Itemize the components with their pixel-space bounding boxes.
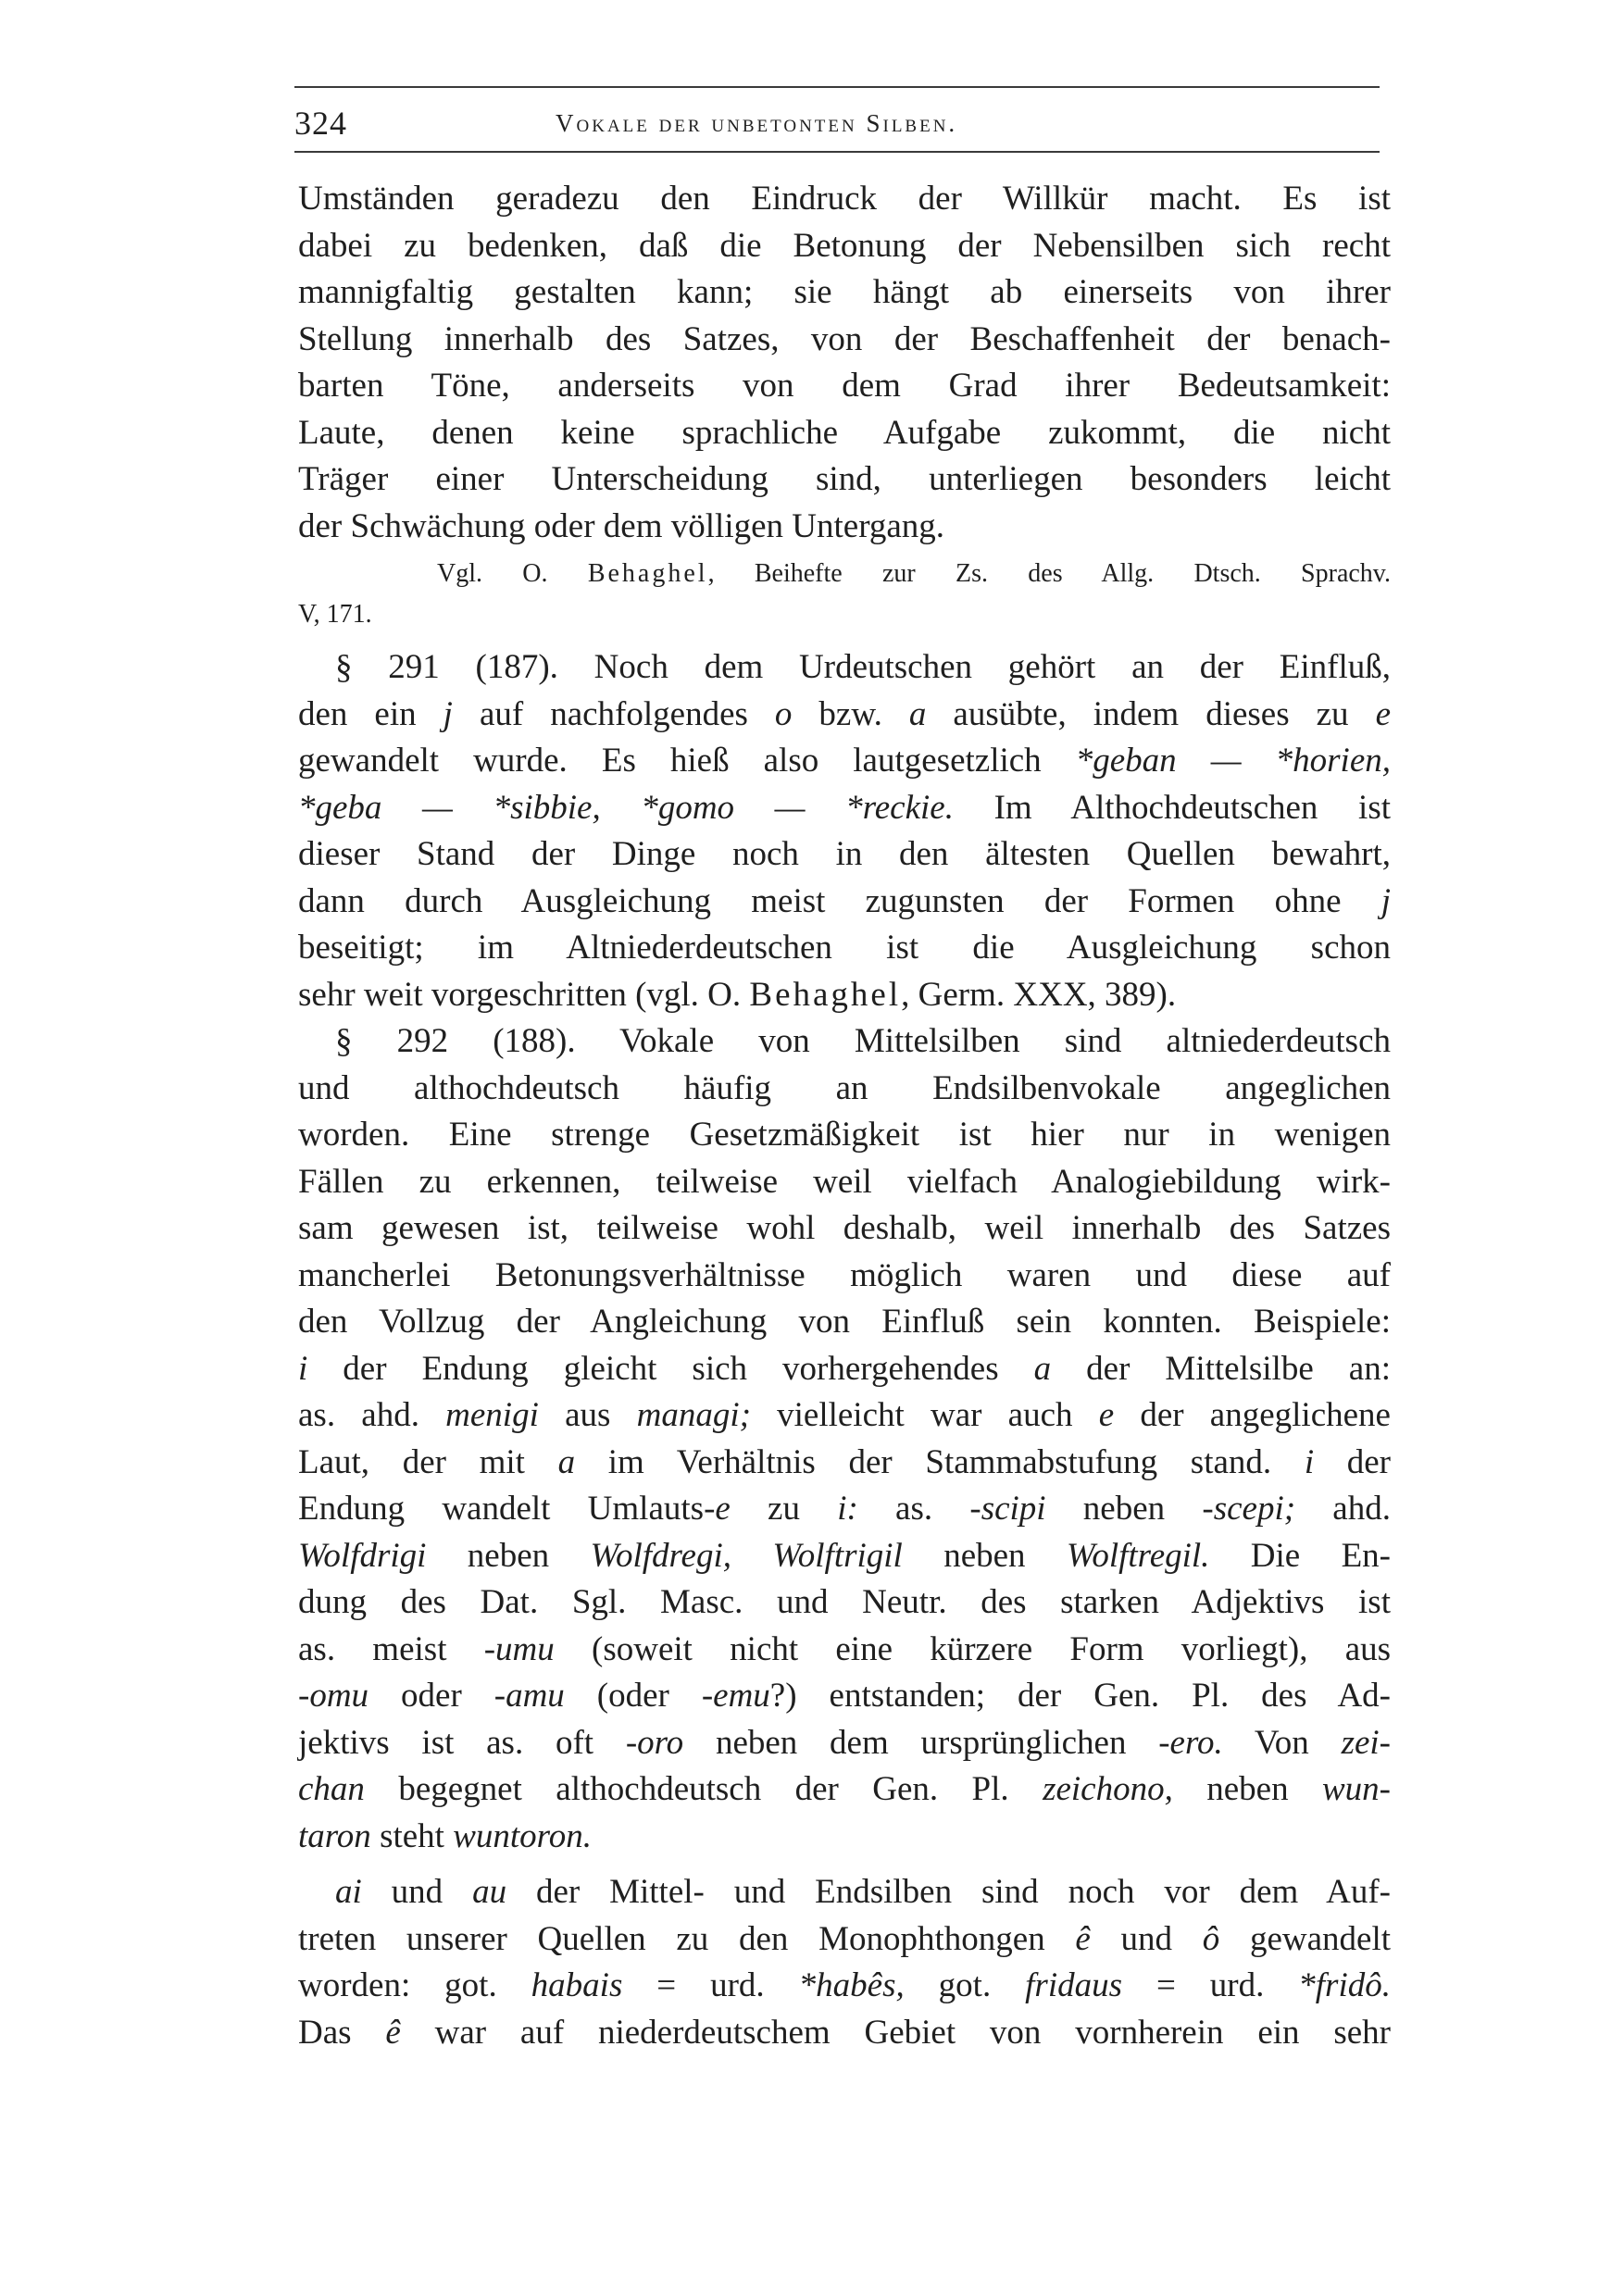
text-line: § 291 (187). Noch dem Urdeutschen gehört an der Einfluß, (335, 648, 1391, 686)
text-line: as. ahd. menigi aus managi; vielleicht war auch e der angeglichene (298, 1396, 1391, 1434)
text-line: worden. Eine strenge Gesetzmäßigkeit ist hier nur in wenigen (298, 1116, 1391, 1154)
text-line: worden: got. habais = urd. *habês, got. fridaus = urd. *fridô. (298, 1966, 1391, 2004)
header-bottom-rule (294, 151, 1380, 153)
text-line: Fällen zu erkennen, teilweise weil vielfach Analogiebildung wirk- (298, 1162, 1391, 1201)
page-number: 324 (294, 105, 347, 142)
text-line: den ein j auf nachfolgendes o bzw. a ausübte, indem dieses zu e (298, 694, 1392, 733)
text-line: Träger einer Unterscheidung sind, unterliegen besonders leicht (298, 460, 1391, 498)
text-line: i der Endung gleicht sich vorhergehendes a der Mittelsilbe an: (298, 1349, 1391, 1388)
text-line: der Schwächung oder dem völligen Untergang. (298, 506, 945, 545)
author-name: Behaghel (749, 975, 902, 1014)
text-line: mannigfaltig gestalten kann; sie hängt ab einerseits von ihrer (298, 273, 1391, 311)
text-line: treten unserer Quellen zu den Monophthongen ê und ô gewandelt (298, 1919, 1391, 1958)
text-line: Laut, der mit a im Verhältnis der Stammabstufung stand. i der (298, 1442, 1391, 1481)
text-line: Stellung innerhalb des Satzes, von der Beschaffenheit der benach- (298, 319, 1391, 358)
text-line: *geba — *sibbie, *gomo — *reckie. Im Althochdeutschen ist (298, 788, 1391, 827)
text-line: und althochdeutsch häufig an Endsilbenvokale angeglichen (298, 1068, 1391, 1107)
text-line: sehr weit vorgeschritten (vgl. O. Behaghel, Germ. XXX, 389). (298, 975, 1177, 1014)
text-line: gewandelt wurde. Es hieß also lautgesetzlich *geban — *horien, (298, 742, 1391, 780)
text-line: chan begegnet althochdeutsch der Gen. Pl. zeichono, neben wun- (298, 1770, 1391, 1808)
text-line: mancherlei Betonungsverhältnisse möglich waren und diese auf (298, 1255, 1391, 1294)
text-line: ai und au der Mittel- und Endsilben sind noch vor dem Auf- (335, 1873, 1391, 1911)
text-line: dung des Dat. Sgl. Masc. und Neutr. des starken Adjektivs ist (298, 1583, 1391, 1621)
text-line: § 292 (188). Vokale von Mittelsilben sind altniederdeutsch (335, 1022, 1391, 1060)
text-line: den Vollzug der Angleichung von Einfluß sein konnten. Beispiele: (298, 1303, 1391, 1341)
text-line: Endung wandelt Umlauts-e zu i: as. -scipi neben -scepi; ahd. (298, 1490, 1391, 1528)
text-line: -omu oder -amu (oder -emu?) entstanden; der Gen. Pl. des Ad- (298, 1677, 1391, 1715)
text-line: Das ê war auf niederdeutschem Gebiet von vornherein ein sehr (298, 2013, 1391, 2052)
intro-paragraph (298, 176, 1391, 550)
text-line: Umständen geradezu den Eindruck der Willkür macht. Es ist (298, 180, 1391, 218)
note-line: V, 171. (298, 600, 372, 629)
text-line: beseitigt; im Altniederdeutschen ist die Ausgleichung schon (298, 929, 1391, 967)
text-line: barten Töne, anderseits von dem Grad ihrer Bedeutsamkeit: (298, 367, 1391, 405)
body-text (298, 176, 1391, 2056)
text-line: dann durch Ausgleichung meist zugunsten der Formen ohne j (298, 881, 1391, 920)
text-line: sam gewesen ist, teilweise wohl deshalb, weil innerhalb des Satzes (298, 1209, 1391, 1247)
author-name: Behaghel (587, 559, 708, 588)
text-line: jektivs ist as. oft -oro neben dem ursprünglichen -ero. Von zei- (298, 1723, 1391, 1762)
section-292 (298, 1018, 1391, 1860)
running-head: Vokale der unbetonten Silben. (556, 109, 958, 137)
text-line: dabei zu bedenken, daß die Betonung der Nebensilben sich recht (298, 226, 1391, 265)
note-line: Vgl. O. Behaghel, Beihefte zur Zs. des Allg. Dtsch. Sprachv. (437, 559, 1391, 588)
text-line: dieser Stand der Dinge noch in den ältesten Quellen bewahrt, (298, 835, 1391, 873)
text-line: Wolfdrigi neben Wolfdregi, Wolftrigil neben Wolftregil. Die En- (298, 1536, 1391, 1575)
reference-note (298, 554, 1391, 635)
text-line: taron steht wuntoron. (298, 1816, 592, 1855)
text-line: Laute, denen keine sprachliche Aufgabe zukommt, die nicht (298, 413, 1391, 452)
section-291 (298, 644, 1391, 1018)
text-line: as. meist -umu (soweit nicht eine kürzere Form vorliegt), aus (298, 1629, 1392, 1668)
paragraph-ai-au (298, 1869, 1391, 2056)
header-top-rule (294, 86, 1380, 88)
